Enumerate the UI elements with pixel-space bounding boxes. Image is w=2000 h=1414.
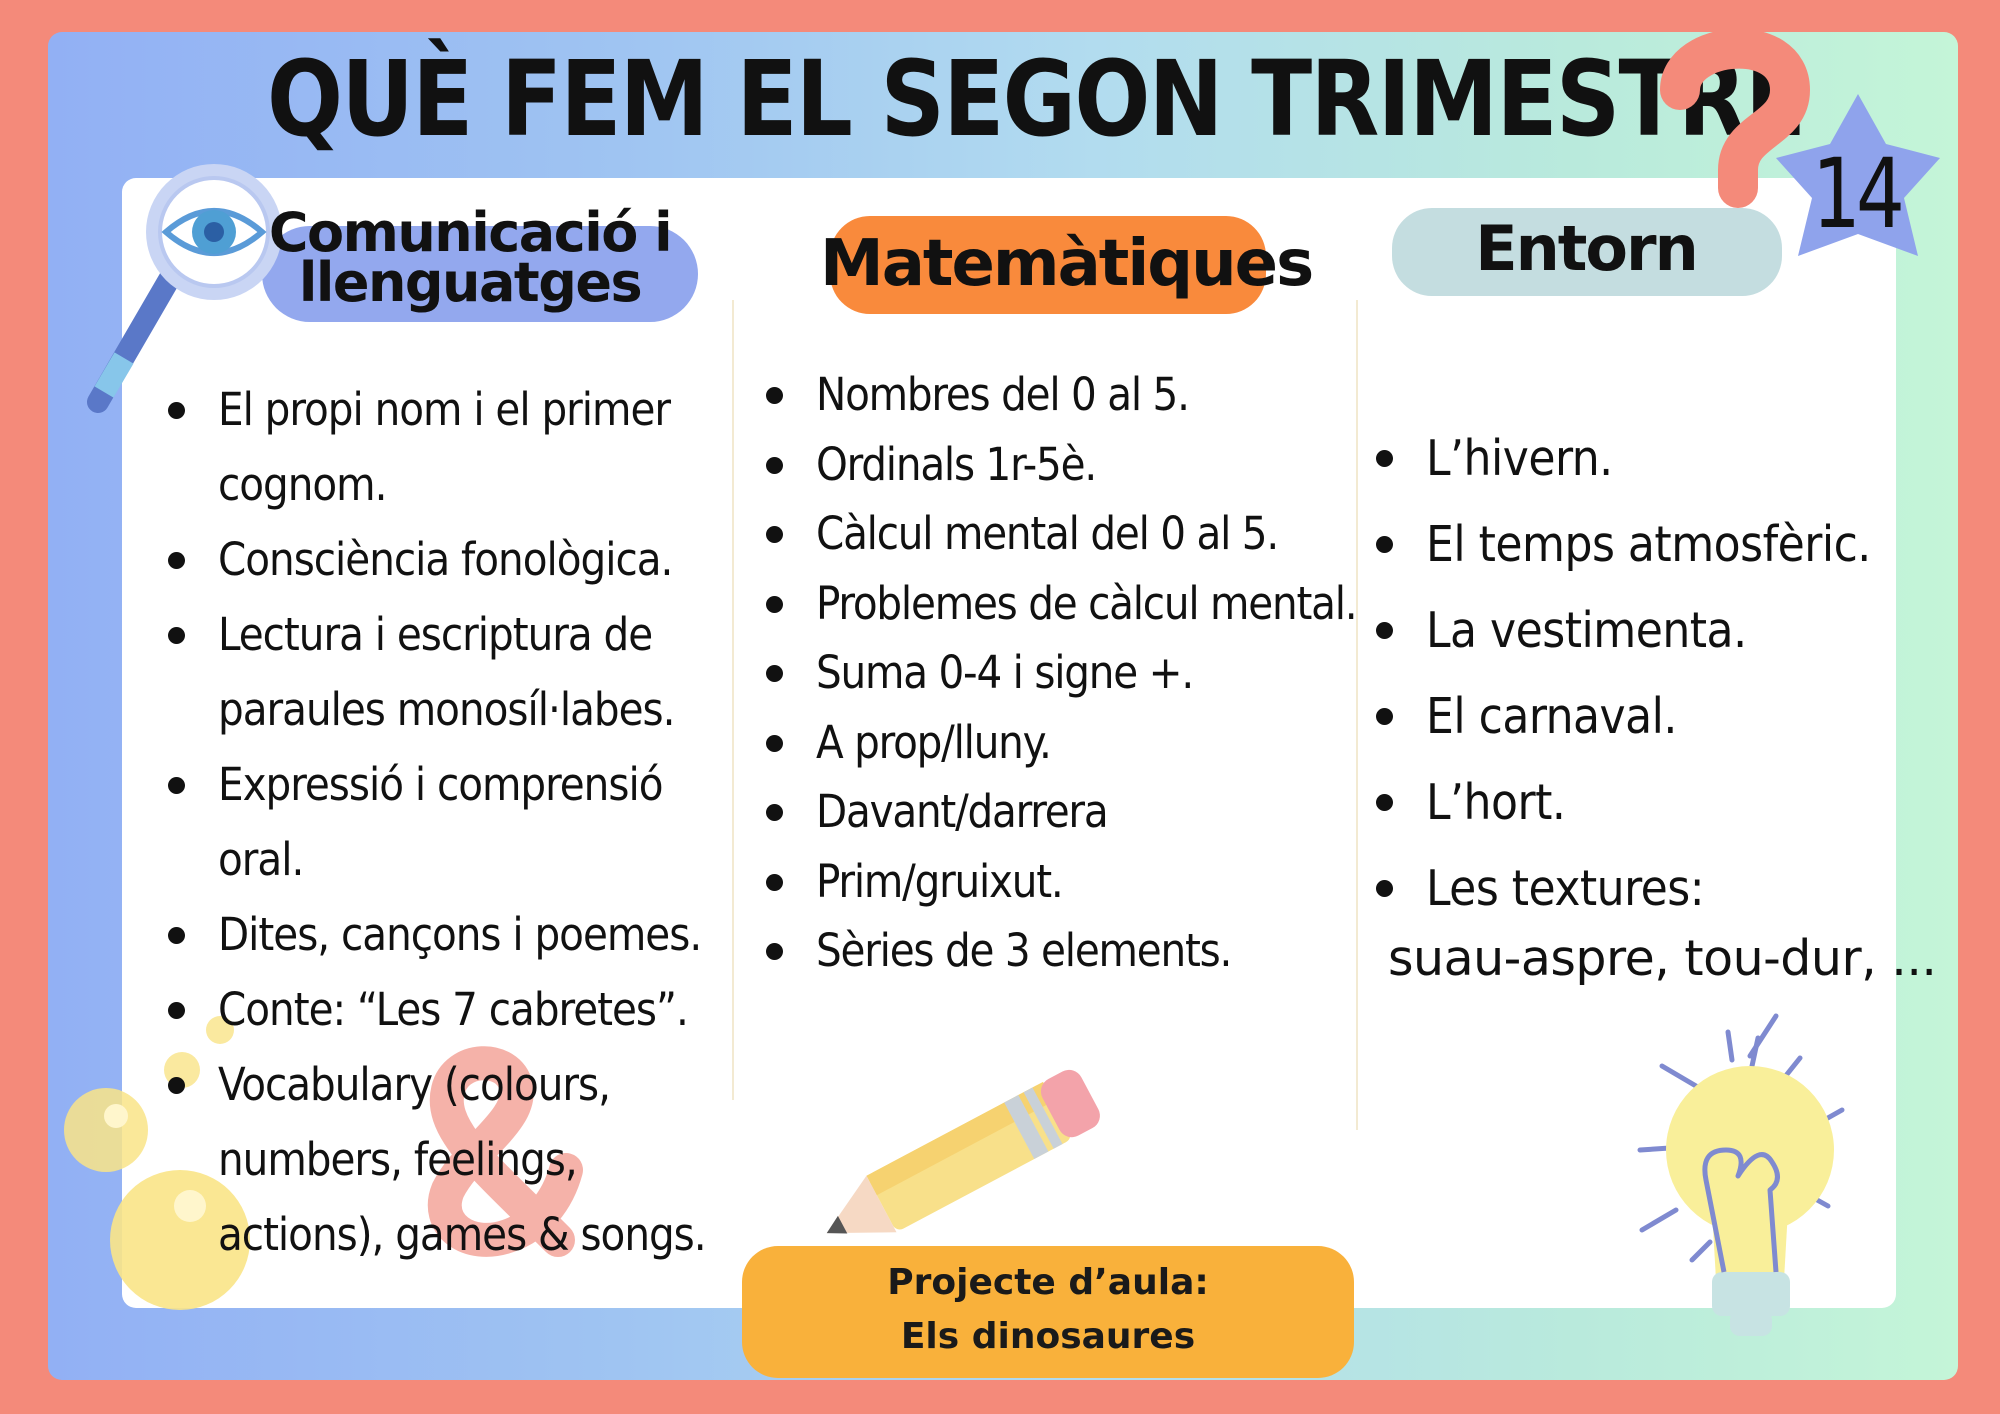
list-item: Conte: “Les 7 cabretes”.	[162, 972, 706, 1047]
language-heading-line2: llenguatges	[298, 251, 642, 314]
project-box	[742, 1246, 1354, 1378]
list-item: Consciència fonològica.	[162, 522, 706, 597]
list-item-continuation: cognom.	[218, 458, 387, 511]
list-item: Ordinals 1r-5è.	[760, 430, 1356, 500]
light-bulb-icon	[1600, 1010, 1900, 1370]
list-item: Expressió i comprensió	[162, 747, 706, 822]
list-item-continuation: actions), games & songs.	[218, 1208, 706, 1261]
list-item: A prop/lluny.	[760, 708, 1356, 778]
list-item-continuation: suau-aspre, tou-dur, ...	[1388, 930, 1937, 987]
language-heading-line1: Comunicació i	[268, 201, 672, 264]
list-item: Suma 0-4 i signe +.	[760, 638, 1356, 708]
list-item: Lectura i escriptura de	[162, 597, 706, 672]
entorn-heading: Entorn	[1475, 212, 1697, 285]
pencil-icon	[800, 1060, 1120, 1260]
list-item: Prim/gruixut.	[760, 847, 1356, 917]
page-title: QUÈ FEM EL SEGON TRIMESTRE	[267, 38, 1805, 160]
list-item: El carnaval.	[1370, 674, 1871, 760]
list-item: Les textures:	[1370, 846, 1871, 932]
week-number: 14	[1811, 138, 1901, 250]
list-item-continuation: oral.	[218, 833, 304, 886]
entorn-list	[1370, 416, 1871, 932]
list-item: Problemes de càlcul mental.	[760, 569, 1356, 639]
column-divider-1	[732, 300, 734, 1100]
list-item: Dites, cançons i poemes.	[162, 897, 706, 972]
list-item-continuation: numbers, feelings,	[218, 1133, 577, 1186]
list-item: El temps atmosfèric.	[1370, 502, 1871, 588]
list-item: Nombres del 0 al 5.	[760, 360, 1356, 430]
project-title: Els dinosaures	[900, 1316, 1196, 1357]
language-list	[162, 372, 706, 1272]
list-item: El propi nom i el primer	[162, 372, 706, 447]
list-item: L’hort.	[1370, 760, 1871, 846]
project-label: Projecte d’aula:	[887, 1262, 1209, 1303]
math-heading: Matemàtiques	[820, 227, 1313, 301]
list-item: L’hivern.	[1370, 416, 1871, 502]
list-item-continuation: paraules monosíl·labes.	[218, 683, 675, 736]
language-heading	[260, 201, 680, 314]
list-item: Davant/darrera	[760, 777, 1356, 847]
list-item: Càlcul mental del 0 al 5.	[760, 499, 1356, 569]
list-item: Vocabulary (colours,	[162, 1047, 706, 1122]
math-list	[760, 360, 1356, 986]
list-item: La vestimenta.	[1370, 588, 1871, 674]
list-item: Sèries de 3 elements.	[760, 916, 1356, 986]
